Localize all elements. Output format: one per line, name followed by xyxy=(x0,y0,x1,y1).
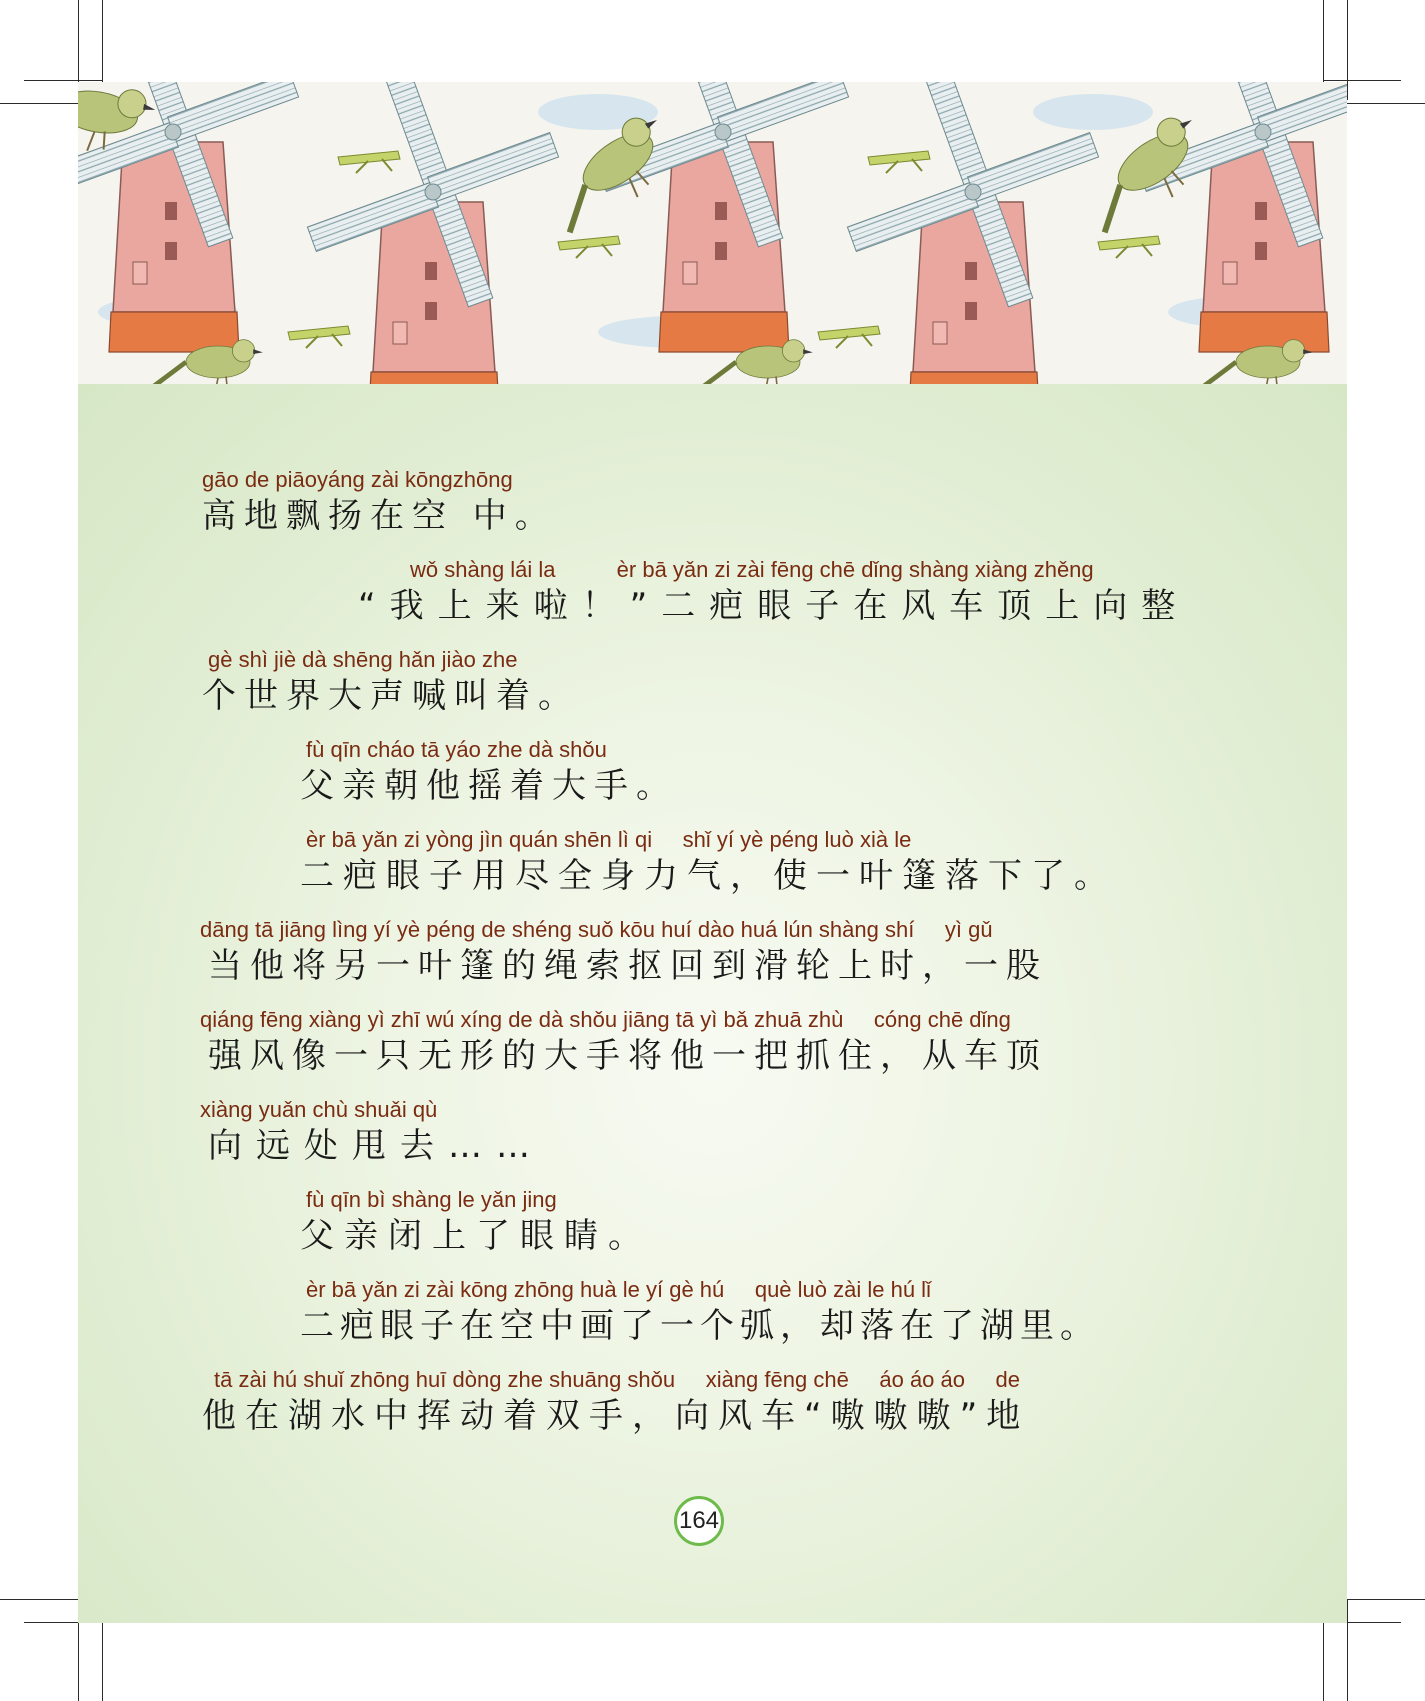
crop-mark xyxy=(1347,0,1348,100)
text-line xyxy=(294,556,1189,628)
text-line xyxy=(300,1276,1100,1348)
hanzi-line: 当他将另一叶篷的绳索抠回到滑轮上时，一股 xyxy=(208,946,1048,986)
text-line xyxy=(200,916,1048,988)
hanzi-line: “我上来啦！”二疤眼子在风车顶上向整 xyxy=(358,586,1190,626)
story-page xyxy=(78,384,1347,1623)
windmill-banner-illustration xyxy=(78,82,1347,384)
page-number-badge: 164 xyxy=(674,1496,724,1546)
pinyin-line: tā zài hú shuǐ zhōng huī dòng zhe shuāng shǒu xiàng fēng chē áo áo áo de xyxy=(214,1367,1021,1392)
pinyin-line: fù qīn cháo tā yáo zhe dà shǒu xyxy=(306,737,607,762)
hanzi-line: 父亲朝他摇着大手。 xyxy=(300,766,678,806)
pinyin-line: fù qīn bì shàng le yǎn jing xyxy=(306,1187,557,1212)
pinyin-line: gè shì jiè dà shēng hǎn jiào zhe xyxy=(208,647,518,672)
crop-mark xyxy=(24,80,102,81)
hanzi-line: 高地飘扬在空 中。 xyxy=(202,496,557,536)
hanzi-line: 向远处甩去…… xyxy=(208,1126,544,1166)
story-text xyxy=(78,384,1347,1623)
pinyin-line: èr bā yǎn zi zài kōng zhōng huà le yí gè hú què luò zài le hú lǐ xyxy=(306,1277,931,1302)
crop-mark xyxy=(1347,1600,1348,1701)
hanzi-line: 二疤眼子在空中画了一个弧，却落在了湖里。 xyxy=(300,1306,1100,1346)
pinyin-line: qiáng fēng xiàng yì zhī wú xíng de dà shǒu jiāng tā yì bǎ zhuā zhù cóng chē dǐng xyxy=(200,1007,1011,1032)
text-line xyxy=(300,736,678,808)
hanzi-line: 个世界大声喊叫着。 xyxy=(202,676,580,716)
crop-mark xyxy=(1323,80,1401,81)
hanzi-line: 强风像一只无形的大手将他一把抓住，从车顶 xyxy=(208,1036,1048,1076)
hanzi-line: 他在湖水中挥动着双手，向风车“嗷嗷嗷”地 xyxy=(202,1396,1030,1436)
text-line xyxy=(300,1186,652,1258)
pinyin-line: xiàng yuǎn chù shuǎi qù xyxy=(200,1097,438,1122)
text-line xyxy=(202,1366,1029,1438)
hanzi-line: 父亲闭上了眼睛。 xyxy=(300,1216,652,1256)
text-line xyxy=(200,1096,544,1168)
pinyin-line: gāo de piāoyáng zài kōngzhōng xyxy=(202,467,513,492)
hanzi-line: 二疤眼子用尽全身力气，使一叶篷落下了。 xyxy=(300,856,1117,896)
text-line xyxy=(300,826,1117,898)
pinyin-line: èr bā yǎn zi yòng jìn quán shēn lì qi shǐ yí yè péng luò xià le xyxy=(306,827,912,852)
pinyin-line: dāng tā jiāng lìng yí yè péng de shéng suǒ kōu huí dào huá lún shàng shí yì gǔ xyxy=(200,917,993,942)
text-line xyxy=(202,466,557,538)
text-line xyxy=(200,1006,1048,1078)
text-line xyxy=(202,646,580,718)
pinyin-line: wǒ shàng lái la èr bā yǎn zi zài fēng chē dǐng shàng xiàng zhěng xyxy=(410,557,1094,582)
